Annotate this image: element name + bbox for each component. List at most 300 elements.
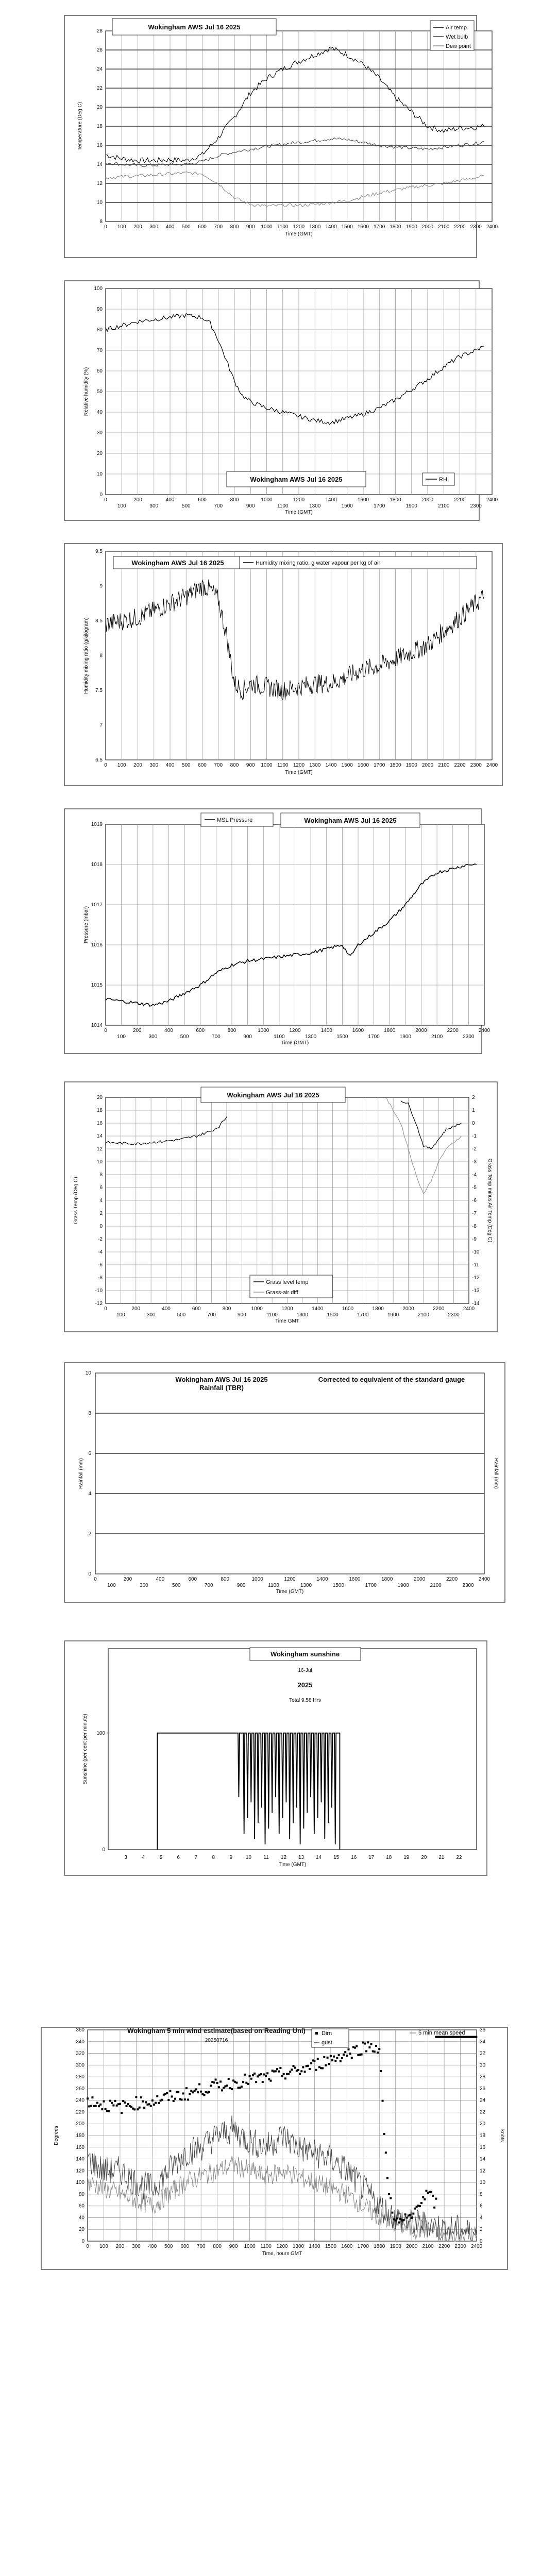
y-tick-label: -9 xyxy=(472,1236,477,1242)
x-tick-label: 2200 xyxy=(446,1577,458,1582)
direction-point xyxy=(323,2056,325,2058)
chart-panel-3 xyxy=(64,544,502,786)
direction-point xyxy=(121,2112,123,2114)
direction-point xyxy=(189,2093,191,2095)
chart-subtitle: Rainfall (TBR) xyxy=(199,1384,244,1392)
x-tick-label: 2400 xyxy=(486,762,498,768)
x-tick-label: 900 xyxy=(229,2244,238,2249)
direction-point xyxy=(247,2083,249,2085)
x-tick-label: 2000 xyxy=(414,1577,426,1582)
x-tick-label: 900 xyxy=(236,1583,246,1588)
y-tick-label: 9.5 xyxy=(95,549,103,554)
x-tick-label: 2300 xyxy=(448,1312,460,1318)
direction-point xyxy=(226,2084,228,2087)
x-tick-label: 1200 xyxy=(276,2244,288,2249)
y-tick-label: -14 xyxy=(472,1301,480,1307)
y-tick-label: 180 xyxy=(76,2133,84,2139)
x-tick-label: 1100 xyxy=(277,762,289,768)
y-tick-label: -13 xyxy=(472,1288,480,1294)
plot-area xyxy=(95,1373,484,1574)
x-tick-label: 1000 xyxy=(244,2244,256,2249)
x-tick-label: 2000 xyxy=(421,762,434,768)
x-tick-label: 2100 xyxy=(438,224,450,230)
chart-panel-4 xyxy=(64,809,491,1054)
y-tick-label: -5 xyxy=(472,1185,477,1191)
x-tick-label: 1300 xyxy=(309,762,321,768)
y-tick-label: 90 xyxy=(96,307,103,312)
direction-point xyxy=(307,2065,309,2067)
x-tick-label: 200 xyxy=(133,224,142,230)
x-tick-label: 2100 xyxy=(422,2244,434,2249)
x-axis-label: Time (GMT) xyxy=(281,1040,309,1046)
direction-point xyxy=(419,2205,421,2207)
x-tick-label: 2400 xyxy=(463,1306,475,1312)
x-tick-label: 0 xyxy=(104,497,107,503)
legend-label: MSL Pressure xyxy=(217,817,253,823)
direction-point xyxy=(304,2071,306,2073)
direction-point xyxy=(402,2219,404,2221)
direction-point xyxy=(327,2057,329,2059)
direction-point xyxy=(105,2108,107,2110)
y-tick-label: 10 xyxy=(96,200,103,206)
direction-point xyxy=(210,2084,212,2087)
direction-point xyxy=(208,2091,210,2093)
y-tick-label: 0 xyxy=(88,1571,91,1577)
y-tick-label: 7.5 xyxy=(95,688,103,693)
direction-point xyxy=(249,2075,251,2077)
y-axis-label: Grass Temp minus Air Temp (Deg C) xyxy=(487,1158,493,1243)
chart-panel-8 xyxy=(41,2027,508,2269)
x-tick-label: 1800 xyxy=(372,1306,384,1312)
x-tick-label: 1800 xyxy=(384,1028,396,1033)
x-tick-label: 1500 xyxy=(341,224,353,230)
direction-point xyxy=(391,2212,393,2214)
direction-point xyxy=(351,2057,353,2059)
direction-point xyxy=(260,2073,262,2075)
x-tick-label: 0 xyxy=(104,762,107,768)
x-tick-label: 7 xyxy=(194,1855,198,1860)
y-axis-label: Rainfall (mm) xyxy=(78,1458,84,1489)
x-tick-label: 100 xyxy=(117,1034,126,1040)
y-axis-label: Grass Temp (Deg C) xyxy=(73,1177,79,1224)
y-tick-label: 10 xyxy=(96,471,103,477)
y-tick-label: 200 xyxy=(76,2121,84,2127)
y-tick-label: 10 xyxy=(85,1370,91,1376)
y-tick-label: 8 xyxy=(88,1411,91,1416)
y-tick-label: 0 xyxy=(99,492,103,498)
direction-point xyxy=(166,2092,168,2094)
x-tick-label: 12 xyxy=(280,1855,287,1860)
x-tick-label: 1700 xyxy=(368,1034,380,1040)
direction-point xyxy=(395,2219,397,2222)
direction-point xyxy=(127,2103,129,2105)
x-tick-label: 22 xyxy=(456,1855,462,1860)
x-tick-label: 400 xyxy=(165,497,175,503)
x-tick-label: 200 xyxy=(133,497,142,503)
x-tick-label: 1900 xyxy=(390,2244,401,2249)
x-tick-label: 1100 xyxy=(277,224,289,230)
y-tick-label: 0 xyxy=(81,2239,84,2244)
x-tick-label: 1900 xyxy=(405,224,417,230)
x-tick-label: 1500 xyxy=(327,1312,339,1318)
legend-label: Humidity mixing ratio, g water vapour per kg of air xyxy=(256,560,381,566)
chart-title: Wokingham AWS Jul 16 2025 xyxy=(304,817,397,824)
chart-panel-5 xyxy=(64,1082,497,1332)
x-tick-label: 300 xyxy=(132,2244,141,2249)
y-tick-label: 4 xyxy=(480,2215,483,2221)
direction-point xyxy=(341,2057,343,2059)
y-tick-label: -2 xyxy=(98,1236,103,1242)
y-tick-label: 0 xyxy=(102,1847,105,1853)
x-tick-label: 0 xyxy=(104,1028,107,1033)
x-tick-label: 800 xyxy=(227,1028,236,1033)
legend-label: Wet bulb xyxy=(446,34,468,40)
x-tick-label: 500 xyxy=(164,2244,173,2249)
direction-point xyxy=(377,2052,379,2054)
x-tick-label: 1000 xyxy=(251,1577,263,1582)
y-tick-label: -7 xyxy=(472,1211,477,1216)
y-tick-label: -12 xyxy=(95,1301,103,1307)
direction-point xyxy=(126,2105,128,2107)
x-tick-label: 200 xyxy=(123,1577,132,1582)
y-tick-label: -4 xyxy=(98,1249,103,1255)
y-tick-label: 20 xyxy=(96,451,103,456)
y-tick-label: 16 xyxy=(480,2144,486,2150)
direction-point xyxy=(204,2094,206,2096)
x-axis-label: Time GMT xyxy=(275,1318,299,1324)
x-tick-label: 1100 xyxy=(277,503,289,509)
direction-point xyxy=(383,2133,385,2135)
x-tick-label: 1600 xyxy=(349,1577,361,1582)
x-tick-label: 200 xyxy=(132,1028,142,1033)
y-tick-label: 300 xyxy=(76,2062,84,2069)
direction-point xyxy=(182,2092,184,2094)
direction-point xyxy=(343,2054,345,2056)
y-tick-label: 20 xyxy=(78,2227,84,2233)
direction-point xyxy=(283,2073,285,2075)
legend-label: gust xyxy=(322,2040,332,2046)
direction-point xyxy=(250,2078,252,2080)
x-axis-label: Time, hours GMT xyxy=(262,2251,302,2257)
x-tick-label: 2000 xyxy=(421,497,434,503)
direction-point xyxy=(143,2107,145,2109)
legend-label: Grass level temp xyxy=(266,1279,309,1285)
y-tick-label: 26 xyxy=(480,2086,486,2092)
x-tick-label: 700 xyxy=(214,762,223,768)
y-tick-label: 18 xyxy=(96,124,103,129)
x-tick-label: 400 xyxy=(165,224,175,230)
x-tick-label: 2000 xyxy=(402,1306,414,1312)
direction-point xyxy=(112,2105,114,2107)
chart-title: Wokingham AWS Jul 16 2025 xyxy=(227,1091,319,1099)
x-tick-label: 11 xyxy=(263,1855,269,1860)
y-tick-label: -2 xyxy=(472,1146,477,1152)
x-tick-label: 900 xyxy=(238,1312,246,1318)
direction-point xyxy=(310,2062,312,2064)
direction-point xyxy=(87,2097,89,2099)
x-tick-label: 600 xyxy=(198,762,207,768)
direction-point xyxy=(411,2217,413,2219)
x-tick-label: 0 xyxy=(94,1577,97,1582)
x-tick-label: 600 xyxy=(192,1306,201,1312)
x-tick-label: 2000 xyxy=(415,1028,427,1033)
x-tick-label: 2400 xyxy=(470,2244,483,2249)
y-tick-label: 16 xyxy=(96,143,103,148)
chart-panel-7 xyxy=(64,1641,487,1875)
y-tick-label: 30 xyxy=(96,430,103,436)
x-tick-label: 13 xyxy=(298,1855,305,1860)
y-tick-label: -11 xyxy=(472,1262,479,1268)
y-tick-label: 10 xyxy=(96,1159,103,1165)
x-tick-label: 1000 xyxy=(261,224,273,230)
legend-label: Dirn xyxy=(322,2030,332,2037)
direction-point xyxy=(140,2096,142,2098)
y-tick-label: 120 xyxy=(76,2168,84,2174)
x-tick-label: 400 xyxy=(148,2244,157,2249)
y-tick-label: 7 xyxy=(99,722,103,728)
direction-point xyxy=(262,2081,264,2083)
x-tick-label: 600 xyxy=(196,1028,205,1033)
direction-point xyxy=(313,2060,315,2062)
x-tick-label: 2400 xyxy=(478,1577,491,1582)
direction-point xyxy=(151,2099,154,2102)
x-tick-label: 18 xyxy=(386,1855,392,1860)
x-axis-label: Time (GMT) xyxy=(276,1589,304,1595)
x-tick-label: 500 xyxy=(172,1583,181,1588)
direction-point xyxy=(145,2101,147,2103)
chart-title: Wokingham AWS Jul 16 2025 xyxy=(175,1376,268,1383)
chart-year: 2025 xyxy=(297,1681,313,1689)
x-tick-label: 1600 xyxy=(357,762,369,768)
direction-point xyxy=(135,2096,137,2098)
x-tick-label: 1900 xyxy=(399,1034,411,1040)
direction-point xyxy=(430,2191,432,2193)
x-tick-label: 1500 xyxy=(336,1034,348,1040)
y-tick-label: 30 xyxy=(480,2062,486,2069)
x-tick-label: 600 xyxy=(198,497,207,503)
direction-point xyxy=(150,2105,152,2107)
x-tick-label: 100 xyxy=(107,1583,116,1588)
x-tick-label: 100 xyxy=(99,2244,108,2249)
x-tick-label: 19 xyxy=(403,1855,410,1860)
x-tick-label: 400 xyxy=(165,762,175,768)
direction-point xyxy=(278,2071,280,2073)
y-tick-label: 320 xyxy=(76,2050,84,2057)
y-tick-label: 260 xyxy=(76,2086,84,2092)
direction-point xyxy=(300,2070,302,2072)
direction-point xyxy=(244,2074,246,2076)
x-tick-label: 700 xyxy=(214,503,223,509)
x-tick-label: 1300 xyxy=(296,1312,308,1318)
legend-label: Dew point xyxy=(446,43,471,49)
x-tick-label: 2200 xyxy=(438,2244,450,2249)
x-tick-label: 1900 xyxy=(387,1312,399,1318)
y-tick-label: 1019 xyxy=(91,822,103,827)
x-tick-label: 1400 xyxy=(325,497,337,503)
y-tick-label: 80 xyxy=(96,327,103,333)
x-tick-label: 1000 xyxy=(251,1306,263,1312)
x-tick-label: 2200 xyxy=(447,1028,459,1033)
x-tick-label: 1700 xyxy=(357,1312,369,1318)
y-tick-label: 0 xyxy=(472,1121,475,1126)
x-tick-label: 1000 xyxy=(258,1028,269,1033)
direction-point xyxy=(109,2100,111,2102)
x-tick-label: 1400 xyxy=(320,1028,332,1033)
direction-point xyxy=(142,2100,144,2103)
x-tick-label: 2300 xyxy=(470,503,482,509)
x-tick-label: 2300 xyxy=(463,1034,475,1040)
x-tick-label: 1800 xyxy=(381,1577,393,1582)
direction-point xyxy=(266,2072,268,2074)
y-tick-label: 22 xyxy=(480,2109,486,2115)
direction-point xyxy=(213,2081,215,2083)
x-tick-label: 2100 xyxy=(438,762,450,768)
x-tick-label: 1300 xyxy=(305,1034,317,1040)
y-tick-label: 2 xyxy=(472,1095,475,1100)
direction-point xyxy=(200,2091,202,2093)
x-tick-label: 1600 xyxy=(357,224,369,230)
y-tick-label: 6 xyxy=(480,2203,483,2209)
direction-point xyxy=(356,2045,358,2047)
direction-point xyxy=(219,2080,222,2082)
y-tick-label: 50 xyxy=(96,389,103,395)
y-tick-label: 240 xyxy=(76,2097,84,2104)
x-tick-label: 100 xyxy=(117,762,126,768)
y-tick-label: -10 xyxy=(95,1288,103,1294)
y-tick-label: 8.5 xyxy=(95,618,103,624)
direction-point xyxy=(197,2091,199,2093)
x-tick-label: 1800 xyxy=(390,762,401,768)
direction-point xyxy=(396,2217,398,2219)
y-tick-label: 28 xyxy=(480,2074,486,2080)
y-tick-label: 70 xyxy=(96,348,103,353)
y-tick-label: 10 xyxy=(480,2180,486,2186)
x-tick-label: 1100 xyxy=(266,1312,278,1318)
x-tick-label: 2000 xyxy=(406,2244,418,2249)
direction-point xyxy=(299,2073,301,2075)
x-tick-label: 14 xyxy=(316,1855,322,1860)
direction-point xyxy=(315,2069,317,2071)
direction-point xyxy=(338,2054,340,2056)
direction-point xyxy=(114,2100,116,2102)
x-tick-label: 2300 xyxy=(470,224,482,230)
x-tick-label: 1400 xyxy=(309,2244,320,2249)
x-tick-label: 1100 xyxy=(268,1583,279,1588)
y-tick-label: -3 xyxy=(472,1159,477,1165)
direction-point xyxy=(91,2096,93,2098)
direction-point xyxy=(255,2081,257,2083)
chart-title: Wokingham AWS Jul 16 2025 xyxy=(148,23,241,31)
x-tick-label: 2200 xyxy=(454,224,466,230)
x-tick-label: 1400 xyxy=(325,762,337,768)
y-tick-label: 20 xyxy=(96,1095,103,1100)
y-tick-label: 4 xyxy=(99,1198,103,1204)
direction-point xyxy=(242,2081,244,2083)
direction-point xyxy=(133,2108,136,2110)
direction-point xyxy=(386,2177,388,2179)
x-tick-label: 700 xyxy=(214,224,223,230)
x-tick-label: 2200 xyxy=(454,497,466,503)
direction-point xyxy=(344,2051,346,2053)
direction-point xyxy=(347,2048,349,2050)
direction-point xyxy=(137,2108,139,2110)
direction-point xyxy=(269,2080,272,2082)
y-tick-label: 340 xyxy=(76,2039,84,2045)
y-tick-label: 8 xyxy=(99,653,103,659)
direction-point xyxy=(385,2151,387,2154)
x-tick-label: 500 xyxy=(177,1312,186,1318)
x-tick-label: 8 xyxy=(212,1855,215,1860)
direction-point xyxy=(185,2087,188,2089)
chart-panel-6 xyxy=(64,1363,505,1602)
x-tick-label: 1100 xyxy=(274,1034,285,1040)
direction-point xyxy=(374,2050,376,2053)
y-tick-label: 22 xyxy=(96,86,103,91)
direction-point xyxy=(328,2063,330,2065)
y-tick-label: 140 xyxy=(76,2156,84,2162)
y-tick-label: 360 xyxy=(76,2027,84,2033)
legend-label: RH xyxy=(439,477,447,483)
x-tick-label: 1800 xyxy=(390,224,401,230)
legend-label: 5 min mean speed xyxy=(418,2030,465,2036)
x-tick-label: 9 xyxy=(229,1855,233,1860)
x-tick-label: 800 xyxy=(222,1306,231,1312)
y-tick-label: 14 xyxy=(96,162,103,167)
x-tick-label: 100 xyxy=(117,503,126,509)
y-tick-label: -8 xyxy=(98,1275,103,1281)
chart-date: 16-Jul xyxy=(298,1668,312,1673)
direction-point xyxy=(276,2068,278,2070)
y-tick-label: 14 xyxy=(480,2156,486,2162)
x-tick-label: 1500 xyxy=(332,1583,344,1588)
x-tick-label: 600 xyxy=(188,1577,197,1582)
y-tick-label: 40 xyxy=(96,410,103,415)
x-tick-label: 900 xyxy=(246,762,255,768)
direction-point xyxy=(346,2055,348,2057)
x-tick-label: 300 xyxy=(146,1312,156,1318)
chart-title: Wokingham AWS Jul 16 2025 xyxy=(131,559,224,567)
chart-panel-2 xyxy=(64,281,498,520)
x-tick-label: 100 xyxy=(116,1312,125,1318)
x-tick-label: 200 xyxy=(133,762,142,768)
x-tick-label: 600 xyxy=(198,224,207,230)
direction-point xyxy=(265,2075,267,2077)
y-tick-label: 34 xyxy=(480,2039,486,2045)
direction-point xyxy=(412,2213,414,2215)
y-tick-label: 18 xyxy=(480,2133,486,2139)
direction-point xyxy=(370,2043,373,2045)
x-tick-label: 1000 xyxy=(261,762,273,768)
direction-point xyxy=(173,2100,175,2102)
y-tick-label: 6.5 xyxy=(95,757,103,763)
x-tick-label: 1500 xyxy=(325,2244,336,2249)
x-tick-label: 1700 xyxy=(357,2244,369,2249)
x-tick-label: 600 xyxy=(180,2244,190,2249)
direction-point xyxy=(333,2056,335,2058)
direction-point xyxy=(231,2088,233,2090)
x-tick-label: 16 xyxy=(351,1855,357,1860)
direction-point xyxy=(155,2102,157,2104)
direction-point xyxy=(218,2086,220,2088)
x-tick-label: 800 xyxy=(230,762,239,768)
y-axis-label: Relative humidity (%) xyxy=(83,367,89,416)
x-axis-label: Time (GMT) xyxy=(285,510,313,515)
x-tick-label: 1300 xyxy=(300,1583,312,1588)
direction-point xyxy=(325,2064,327,2066)
y-axis-label: Humidity mixing ratio (g/kilogram) xyxy=(83,617,89,694)
direction-point xyxy=(302,2066,304,2068)
y-tick-label: 1016 xyxy=(91,942,103,948)
